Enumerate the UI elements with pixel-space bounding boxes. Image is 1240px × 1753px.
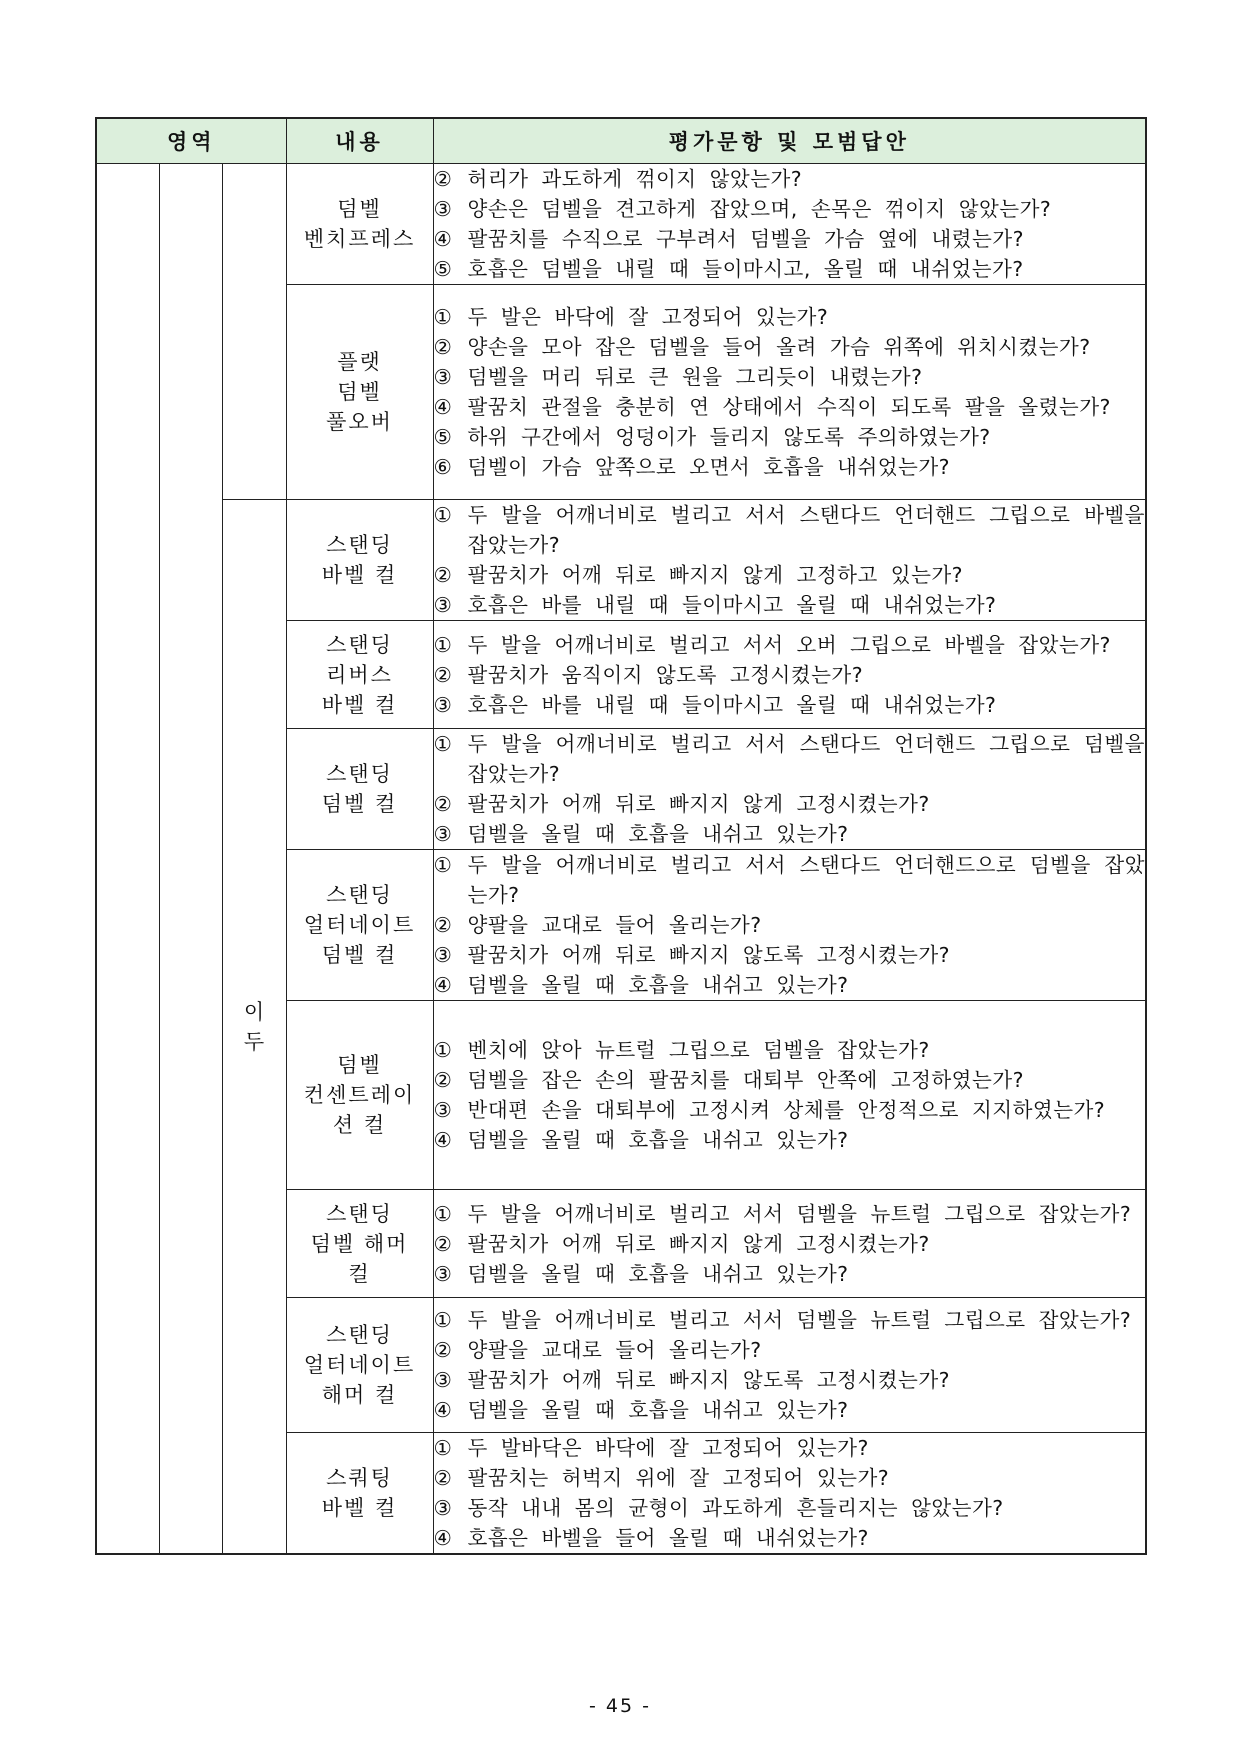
exercise-name-cell (286, 621, 433, 729)
exercise-name-line: 리버스 (326, 662, 393, 687)
criteria-text: 호흡은 바벨을 들어 올릴 때 내쉬었는가? (467, 1526, 869, 1550)
criteria-item (434, 302, 1145, 332)
criteria-text: 팔꿈치가 어깨 뒤로 빠지지 않도록 고정시켰는가? (467, 943, 951, 967)
criteria-text: 양팔을 교대로 들어 올리는가? (467, 913, 762, 937)
criteria-text: 두 발은 바닥에 잘 고정되어 있는가? (467, 305, 829, 329)
exercise-name-line: 덤벨 해머 (310, 1231, 409, 1256)
exercise-name-cell (286, 850, 433, 1001)
exercise-name-line: 덤벨 (337, 1053, 382, 1077)
area-col-b-cell (159, 164, 222, 1555)
header-content: 내용 (286, 118, 433, 164)
exercise-name-line: 스탠딩 (326, 1323, 393, 1347)
criteria-text: 덤벨이 가슴 앞쪽으로 오면서 호흡을 내쉬었는가? (467, 455, 951, 479)
exercise-name-cell (286, 285, 433, 500)
criteria-item (434, 910, 1145, 940)
page-number: - 45 - (589, 1695, 651, 1717)
exercise-name-line: 바벨 컬 (321, 692, 398, 717)
criteria-text: 팔꿈치가 어깨 뒤로 빠지지 않게 고정시켰는가? (467, 792, 930, 816)
criteria-item (434, 970, 1145, 1000)
criteria-number: ④ (433, 395, 452, 419)
criteria-text: 양팔을 교대로 들어 올리는가? (467, 1338, 762, 1362)
criteria-number: ⑥ (433, 455, 452, 479)
exercise-name-line: 바벨 컬 (321, 563, 398, 587)
criteria-item (434, 560, 1145, 590)
criteria-number: ② (433, 563, 452, 587)
criteria-number: ③ (433, 822, 452, 846)
subarea-empty-cell (222, 164, 286, 500)
criteria-number: ③ (433, 365, 452, 389)
exercise-name-line: 벤치프레스 (303, 227, 416, 251)
exercise-name-cell (286, 1298, 433, 1433)
subarea-text: 이 (243, 999, 265, 1024)
area-col-a-cell (96, 164, 159, 1555)
criteria-item (434, 690, 1145, 720)
criteria-item (434, 590, 1145, 620)
exercise-name-cell (286, 1001, 433, 1190)
header-area: 영역 (96, 118, 286, 164)
criteria-text: 팔꿈치가 어깨 뒤로 빠지지 않도록 고정시켰는가? (467, 1368, 951, 1392)
exercise-name-line: 얼터네이트 (303, 1353, 416, 1377)
criteria-text: 벤치에 앉아 뉴트럴 그립으로 덤벨을 잡았는가? (467, 1038, 930, 1062)
criteria-cell (433, 621, 1146, 729)
criteria-cell (433, 729, 1146, 850)
criteria-text: 두 발을 어깨너비로 벌리고 서서 덤벨을 뉴트럴 그립으로 잡았는가? (467, 1201, 1132, 1226)
criteria-text: 허리가 과도하게 꺾이지 않았는가? (467, 167, 803, 191)
exercise-name-line: 덤벨 (337, 197, 382, 221)
criteria-item (434, 332, 1145, 362)
criteria-text: 팔꿈치를 수직으로 구부려서 덤벨을 가슴 옆에 내렸는가? (467, 227, 1024, 251)
criteria-text: 두 발바닥은 바닥에 잘 고정되어 있는가? (467, 1436, 869, 1460)
criteria-text: 팔꿈치 관절을 충분히 연 상태에서 수직이 되도록 팔을 올렸는가? (467, 395, 1111, 419)
criteria-number: ③ (433, 1098, 452, 1122)
exercise-name-line: 해머 컬 (321, 1383, 398, 1407)
criteria-text: 덤벨을 올릴 때 호흡을 내쉬고 있는가? (467, 973, 849, 997)
criteria-text: 팔꿈치가 움직이지 않도록 고정시켰는가? (467, 662, 864, 687)
criteria-cell (433, 850, 1146, 1001)
criteria-item (434, 630, 1145, 660)
criteria-item (434, 1229, 1145, 1259)
subarea-text: 두 (243, 1029, 265, 1054)
criteria-cell (433, 1001, 1146, 1190)
criteria-item (434, 729, 1145, 789)
exercise-name-line: 바벨 컬 (321, 1496, 398, 1520)
criteria-item (434, 500, 1145, 560)
criteria-number: ② (433, 1466, 452, 1490)
criteria-cell (433, 500, 1146, 621)
evaluation-table (95, 117, 1147, 1555)
criteria-text: 덤벨을 올릴 때 호흡을 내쉬고 있는가? (467, 1398, 849, 1422)
criteria-item (434, 1259, 1145, 1289)
exercise-name-line: 션 컬 (332, 1113, 387, 1137)
exercise-name-line: 컬 (348, 1261, 371, 1286)
criteria-text: 팔꿈치가 어깨 뒤로 빠지지 않게 고정하고 있는가? (467, 563, 964, 587)
criteria-item (434, 1095, 1145, 1125)
criteria-cell (433, 164, 1146, 285)
criteria-item (434, 362, 1145, 392)
criteria-text: 양손을 모아 잡은 덤벨을 들어 올려 가슴 위쪽에 위치시켰는가? (467, 335, 1091, 359)
criteria-number: ⑤ (433, 257, 452, 281)
criteria-item (434, 940, 1145, 970)
exercise-name-line: 스탠딩 (326, 883, 393, 907)
criteria-item (434, 819, 1145, 849)
criteria-text: 두 발을 어깨너비로 벌리고 서서 덤벨을 뉴트럴 그립으로 잡았는가? (467, 1308, 1132, 1332)
criteria-cell (433, 1433, 1146, 1555)
table-row (96, 164, 1146, 285)
criteria-item (434, 452, 1145, 482)
criteria-number: ① (433, 632, 452, 657)
criteria-text: 동작 내내 몸의 균형이 과도하게 흔들리지는 않았는가? (467, 1496, 1004, 1520)
criteria-text: 호흡은 바를 내릴 때 들이마시고 올릴 때 내쉬었는가? (467, 692, 997, 717)
criteria-number: ③ (433, 1368, 452, 1392)
criteria-item (434, 1463, 1145, 1493)
criteria-number: ② (433, 662, 452, 687)
criteria-number: ④ (433, 1526, 452, 1550)
criteria-item (434, 1493, 1145, 1523)
criteria-text: 덤벨을 머리 뒤로 큰 원을 그리듯이 내렸는가? (467, 365, 923, 389)
criteria-item (434, 1065, 1145, 1095)
exercise-name-line: 덤벨 (337, 380, 382, 404)
criteria-number: ⑤ (433, 425, 452, 449)
criteria-item (434, 392, 1145, 422)
criteria-number: ③ (433, 692, 452, 717)
criteria-number: ② (433, 913, 452, 937)
criteria-item (434, 850, 1145, 910)
exercise-name-line: 얼터네이트 (303, 913, 416, 937)
exercise-name-line: 플랫 (337, 350, 382, 374)
criteria-cell (433, 285, 1146, 500)
criteria-text: 두 발을 어깨너비로 벌리고 서서 스탠다드 언더핸드 그립으로 바벨을 잡았는가? (467, 503, 1145, 557)
criteria-number: ① (433, 1436, 452, 1460)
criteria-item (434, 1199, 1145, 1229)
criteria-number: ① (433, 503, 452, 527)
criteria-number: ② (433, 1338, 452, 1362)
criteria-cell (433, 1190, 1146, 1298)
exercise-name-cell (286, 500, 433, 621)
exercise-name-line: 덤벨 컬 (321, 943, 398, 967)
criteria-number: ① (433, 853, 452, 877)
table-row (96, 500, 1146, 621)
criteria-text: 반대편 손을 대퇴부에 고정시켜 상체를 안정적으로 지지하였는가? (467, 1098, 1106, 1122)
criteria-item (434, 1395, 1145, 1425)
criteria-item (434, 1433, 1145, 1463)
criteria-item (434, 1365, 1145, 1395)
criteria-number: ③ (433, 1496, 452, 1520)
criteria-number: ③ (433, 197, 452, 221)
criteria-item (434, 660, 1145, 690)
criteria-number: ① (433, 305, 452, 329)
criteria-number: ③ (433, 943, 452, 967)
criteria-number: ① (433, 1201, 452, 1226)
criteria-text: 두 발을 어깨너비로 벌리고 서서 스탠다드 언더핸드으로 덤벨을 잡았는가? (467, 853, 1145, 907)
criteria-item (434, 1125, 1145, 1155)
exercise-name-cell (286, 164, 433, 285)
criteria-number: ① (433, 732, 452, 756)
exercise-name-cell (286, 1433, 433, 1555)
criteria-text: 양손은 덤벨을 견고하게 잡았으며, 손목은 꺾이지 않았는가? (467, 197, 1052, 221)
criteria-cell (433, 1298, 1146, 1433)
criteria-number: ② (433, 792, 452, 816)
criteria-number: ① (433, 1308, 452, 1332)
criteria-number: ② (433, 335, 452, 359)
criteria-text: 두 발을 어깨너비로 벌리고 서서 오버 그립으로 바벨을 잡았는가? (467, 632, 1111, 657)
criteria-text: 두 발을 어깨너비로 벌리고 서서 스탠다드 언더핸드 그립으로 덤벨을 잡았는가? (467, 732, 1145, 786)
criteria-text: 팔꿈치가 어깨 뒤로 빠지지 않게 고정시켰는가? (467, 1231, 930, 1256)
criteria-text: 덤벨을 올릴 때 호흡을 내쉬고 있는가? (467, 822, 849, 846)
criteria-number: ② (433, 1068, 452, 1092)
criteria-number: ④ (433, 1128, 452, 1152)
criteria-number: ① (433, 1038, 452, 1062)
criteria-text: 하위 구간에서 엉덩이가 들리지 않도록 주의하였는가? (467, 425, 991, 449)
criteria-number: ② (433, 167, 452, 191)
exercise-name-line: 컨센트레이 (303, 1083, 416, 1107)
criteria-number: ④ (433, 227, 452, 251)
exercise-name-line: 스탠딩 (326, 1201, 393, 1226)
criteria-text: 호흡은 바를 내릴 때 들이마시고 올릴 때 내쉬었는가? (467, 593, 997, 617)
table-header-row (96, 118, 1146, 164)
criteria-number: ④ (433, 1398, 452, 1422)
criteria-item (434, 1035, 1145, 1065)
criteria-text: 호흡은 덤벨을 내릴 때 들이마시고, 올릴 때 내쉬었는가? (467, 257, 1024, 281)
criteria-item (434, 1523, 1145, 1553)
criteria-item (434, 789, 1145, 819)
criteria-item (434, 1335, 1145, 1365)
criteria-text: 팔꿈치는 허벅지 위에 잘 고정되어 있는가? (467, 1466, 890, 1490)
exercise-name-cell (286, 729, 433, 850)
exercise-name-cell (286, 1190, 433, 1298)
criteria-number: ③ (433, 1261, 452, 1286)
criteria-item (434, 422, 1145, 452)
criteria-number: ④ (433, 973, 452, 997)
criteria-number: ② (433, 1231, 452, 1256)
exercise-name-line: 스탠딩 (326, 762, 393, 786)
subarea-cell (222, 500, 286, 1555)
exercise-name-line: 스쿼팅 (326, 1466, 393, 1490)
criteria-item (434, 164, 1145, 194)
criteria-item (434, 254, 1145, 284)
criteria-item (434, 1305, 1145, 1335)
criteria-number: ③ (433, 593, 452, 617)
criteria-text: 덤벨을 잡은 손의 팔꿈치를 대퇴부 안쪽에 고정하였는가? (467, 1068, 1024, 1092)
criteria-item (434, 194, 1145, 224)
exercise-name-line: 풀오버 (326, 410, 393, 434)
exercise-name-line: 스탠딩 (326, 632, 393, 657)
criteria-item (434, 224, 1145, 254)
criteria-text: 덤벨을 올릴 때 호흡을 내쉬고 있는가? (467, 1128, 849, 1152)
criteria-text: 덤벨을 올릴 때 호흡을 내쉬고 있는가? (467, 1261, 849, 1286)
exercise-name-line: 스탠딩 (326, 533, 393, 557)
header-criteria: 평가문항 및 모범답안 (433, 118, 1146, 164)
exercise-name-line: 덤벨 컬 (321, 792, 398, 816)
